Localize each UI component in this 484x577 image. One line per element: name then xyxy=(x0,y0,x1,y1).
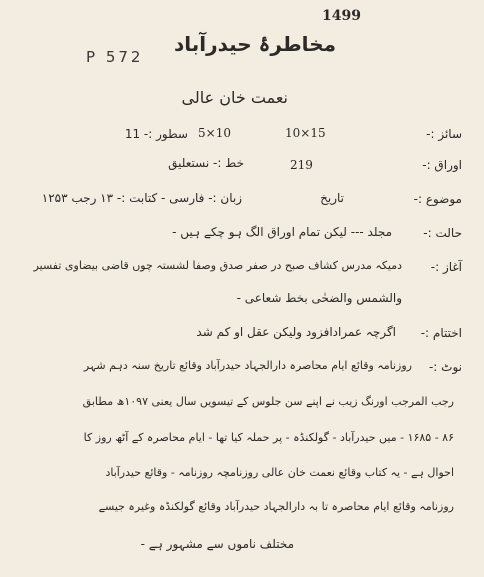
subject-value: تاریخ xyxy=(320,191,344,205)
language-info: زبان :- فارسی - کتابت :- ۱۳ رجب ۱۲۵۳ xyxy=(41,191,242,205)
leaves-count: 219 xyxy=(290,158,313,172)
notes-line: رجب المرجب اورنگ زیب نے اپنے سن جلوس کے تیسویں سال یعنی ۱۰۹۷ھ مطابق xyxy=(82,395,454,408)
notes-line: روزنامہ وقائع ایام محاصرہ تا بہ دارالجہاد حیدرآباد وقائع گولکنڈہ وغیرہ جیسے xyxy=(98,500,454,513)
card-number: 1499 xyxy=(322,8,361,24)
document-title: مخاطرۂ حیدرآباد xyxy=(173,32,336,56)
incipit-line-1: دمیکہ مدرس کشاف صبح در صفر صدق وصفا لشستہ چوں قاضی بیضاوی تفسیر xyxy=(33,259,402,272)
incipit-label: آغاز :- xyxy=(430,260,462,274)
condition-value: مجلد --- لیکن تمام اوراق الگ ہو چکے ہیں - xyxy=(172,225,392,239)
author-name: نعمت خان عالی xyxy=(181,88,288,107)
notes-line: روزنامہ وقائع ایام محاصرہ دارالجہاد حیدرآباد وقائع تاریخ سنہ دہم شہر xyxy=(83,359,412,372)
explicit-value: اگرچہ عمرادافزود ولیکن عقل او کم شد xyxy=(196,325,396,339)
condition-label: حالت :- xyxy=(423,226,462,240)
leaves-label: اوراق :- xyxy=(422,158,462,172)
notes-line: احوال ہے - یہ کتاب وقائع نعمت خان عالی روزنامچہ روزنامہ - وقائع حیدرآباد xyxy=(105,466,454,479)
size-lines: سطور :- 11 xyxy=(124,127,188,141)
notes-label: نوٹ :- xyxy=(428,360,462,374)
shelf-mark: P 572 xyxy=(86,48,144,66)
explicit-label: اختتام :- xyxy=(420,326,462,340)
notes-line: مختلف ناموں سے مشہور ہے - xyxy=(140,537,294,551)
size-dims: 10×15 xyxy=(285,126,326,140)
script-info: خط :- نستعلیق xyxy=(168,156,244,170)
notes-line: ۸۶ - ۱۶۸۵ - میں حیدرآباد - گولکنڈہ - پر حملہ کیا تھا - ایام محاصرہ کے آٹھ روز کا xyxy=(83,431,454,444)
subject-label: موضوع :- xyxy=(413,192,462,206)
size-dims-2: 5×10 xyxy=(198,126,231,140)
size-label: سائز :- xyxy=(426,127,462,141)
incipit-line-2: والشمس والضحٰی بخط شعاعی - xyxy=(236,291,402,305)
